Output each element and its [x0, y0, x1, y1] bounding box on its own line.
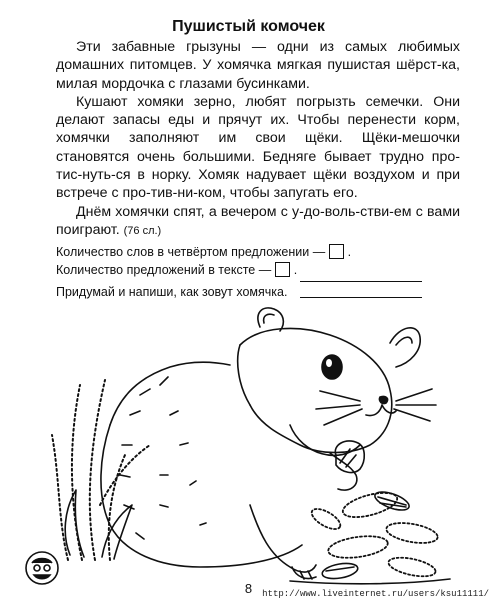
- question-word-count: Количество слов в четвёртом предложении — .: [56, 245, 352, 259]
- answer-line-2[interactable]: [300, 297, 422, 298]
- watermark-url: http://www.liveinternet.ru/users/ksu11111/: [262, 589, 489, 599]
- answer-box-1[interactable]: [329, 244, 344, 259]
- question-3-text: Придумай и напиши, как зовут хомячка.: [56, 285, 288, 299]
- question-1-text: Количество слов в четвёртом предложении —: [56, 245, 326, 259]
- page-title: Пушистый комочек: [172, 18, 325, 35]
- story-paragraph-2: Кушают хомяки зерно, любят погрызть семечки. Они делают запасы еды и прячут их. Чтобы перенести корм, хомячки заполняют им свои щёки. Щёки-мешочки становятся очень большими. Бедняге бывает трудно про-тис-нуть-ся в норку. Хомяк надувает щёки воздухом и при встрече с про-тив-ни-ком, чтобы запугать его.: [56, 93, 460, 202]
- page-number: 8: [244, 581, 253, 596]
- word-count-note: (76 сл.): [123, 224, 162, 237]
- story-paragraph-3-text: Днём хомячки спят, а вечером с у-до-воль-стви-ем с вами поиграют.: [56, 203, 460, 238]
- question-sentence-count: Количество предложений в тексте — .: [56, 263, 298, 277]
- question-2-text: Количество предложений в тексте —: [56, 263, 272, 277]
- question-name-hamster: [56, 285, 287, 299]
- answer-line-1[interactable]: [300, 281, 422, 282]
- story-paragraph-3: [56, 203, 460, 241]
- story-paragraph-1: Эти забавные грызуны — одни из самых любимых домашних питомцев. У хомячка мягкая пушистая шёрст-ка, милая мордочка с глазами бусинками.: [56, 39, 460, 92]
- answer-box-2[interactable]: [275, 262, 290, 277]
- hamster-illustration: [40, 305, 460, 587]
- story-text: [56, 38, 460, 240]
